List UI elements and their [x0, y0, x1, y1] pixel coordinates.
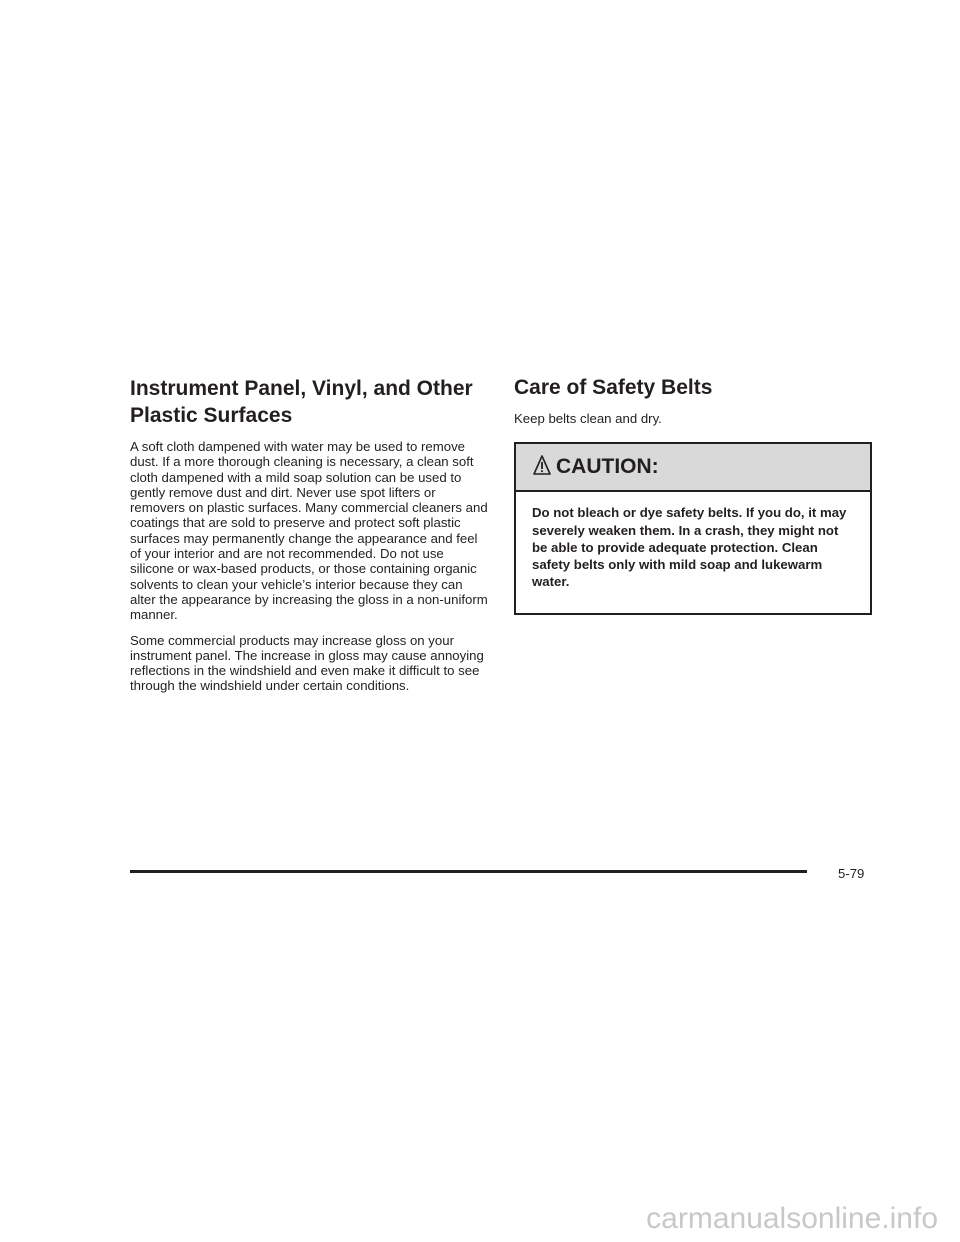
page-number: 5-79	[838, 866, 865, 881]
caution-body	[516, 492, 870, 612]
heading-line-2: Plastic Surfaces	[130, 404, 293, 427]
section-heading-plastic-surfaces	[130, 375, 488, 429]
left-column	[130, 375, 488, 704]
footer-rule	[130, 870, 807, 873]
warning-triangle-icon	[532, 454, 552, 478]
caution-box	[514, 442, 872, 614]
plastic-surfaces-paragraph-1: A soft cloth dampened with water may be used to remove dust. If a more thorough cleaning is necessary, a clean soft cloth dampened with a mild soap solution can be used to gently remove dust and dirt. Never use spot lifters or removers on plastic surfaces. Many commercial cleaners and coatings that are sold to preserve and protect soft plastic surfaces may permanently change the appearance and feel of your interior and are not recommended. Do not use silicone or wax-based products, or those containing organic solvents to clean your vehicle’s interior because they can alter the appearance by increasing the gloss in a non-uniform manner.	[130, 439, 488, 623]
safety-belts-intro: Keep belts clean and dry.	[514, 411, 662, 426]
right-column	[514, 375, 872, 615]
watermark: carmanualsonline.info	[646, 1202, 938, 1235]
plastic-surfaces-paragraph-2: Some commercial products may increase gloss on your instrument panel. The increase in gloss may cause annoying reflections in the windshield and even make it difficult to see through the windshield under certain conditions.	[130, 632, 484, 694]
caution-title: CAUTION:	[556, 455, 659, 479]
caution-text: Do not bleach or dye safety belts. If you do, it may severely weaken them. In a crash, they might not be able to provide adequate protection. Clean safety belts only with mild soap and lukewarm water.	[532, 505, 847, 590]
section-heading-safety-belts: Care of Safety Belts	[514, 376, 713, 399]
heading-line-1: Instrument Panel, Vinyl, and Other	[130, 377, 473, 400]
caution-header	[516, 444, 870, 492]
